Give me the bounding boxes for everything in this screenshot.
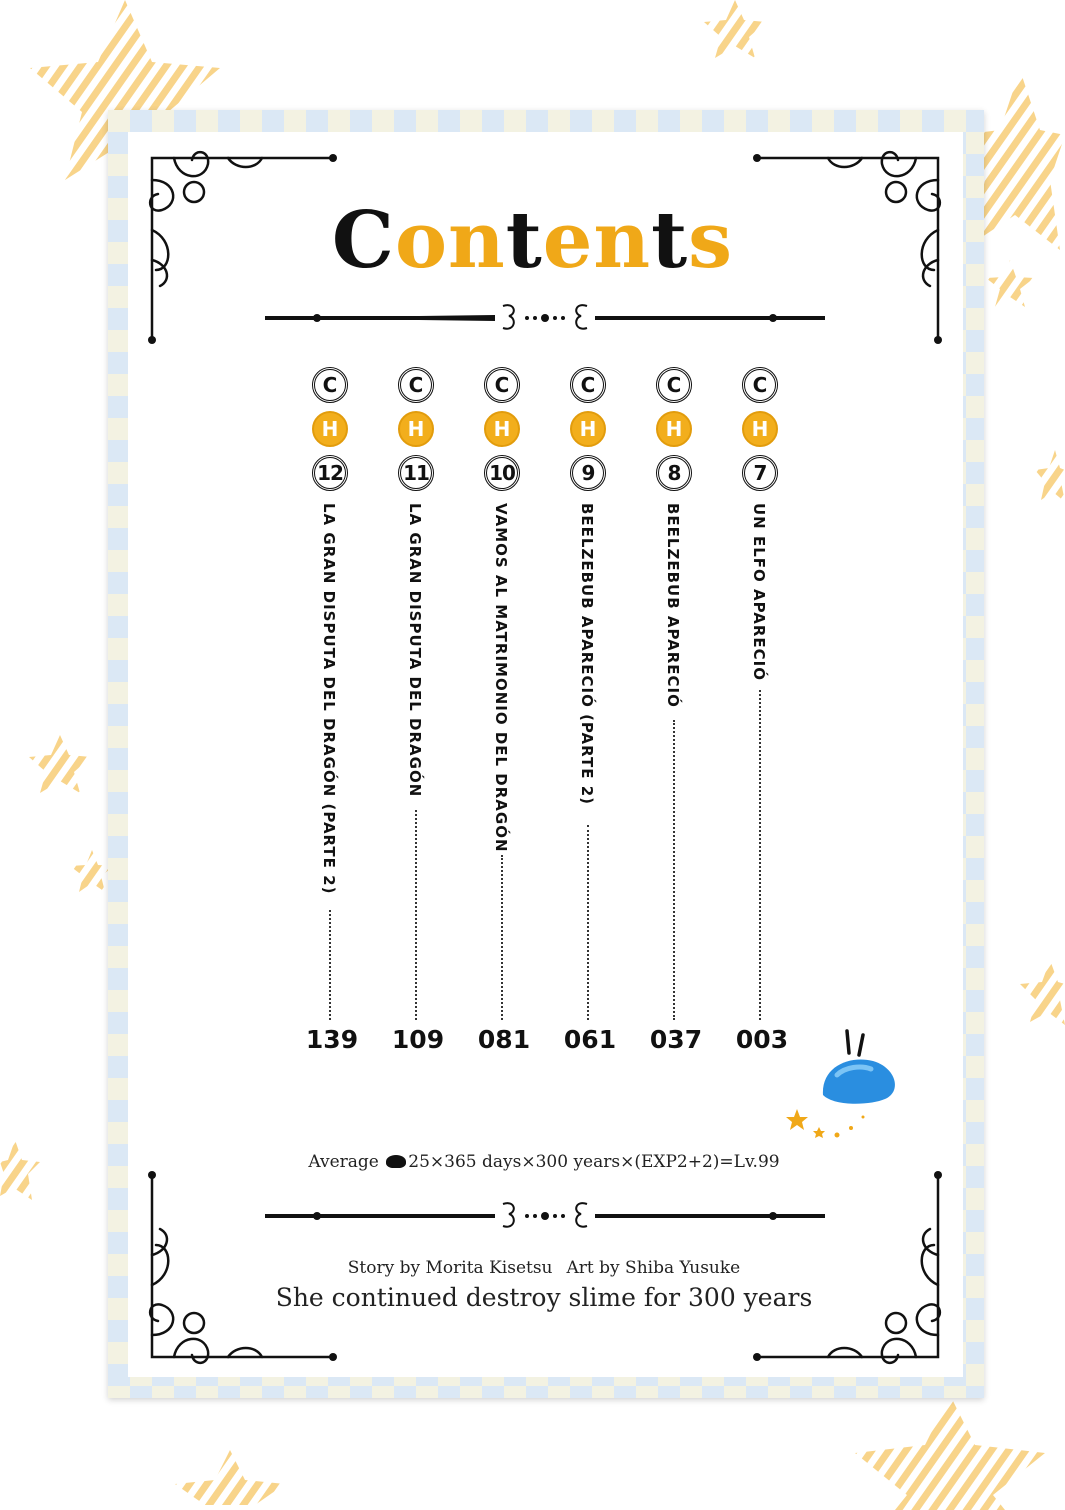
story-credit: Story by Morita Kisetsu bbox=[347, 1258, 553, 1278]
chapter-title: VAMOS AL MATRIMONIO DEL DRAGÓN bbox=[492, 503, 510, 853]
chapter-number-badge: 10 bbox=[484, 455, 520, 491]
chapter-page-number: 061 bbox=[563, 1025, 617, 1054]
page-title bbox=[0, 195, 1065, 286]
leader-dots bbox=[329, 910, 331, 1020]
chapter-entry[interactable] bbox=[302, 365, 362, 1065]
title-part-1: C bbox=[331, 195, 395, 286]
title-divider bbox=[265, 298, 825, 338]
background-star-bottom-left bbox=[0, 1140, 40, 1205]
chapter-title: BEELZEBUB APARECIÓ bbox=[664, 503, 682, 708]
chapter-page-number: 139 bbox=[305, 1025, 359, 1054]
chapter-c-badge: C bbox=[656, 367, 692, 403]
title-part-2: on bbox=[395, 195, 506, 286]
background-star-bottom-left-2 bbox=[175, 1450, 285, 1510]
title-part-3: t bbox=[505, 195, 543, 286]
chapter-c-badge: C bbox=[312, 367, 348, 403]
chapter-number-badge: 9 bbox=[570, 455, 606, 491]
slime-silhouette-icon bbox=[386, 1155, 406, 1168]
leader-dots bbox=[759, 690, 761, 1020]
chapter-c-badge: C bbox=[484, 367, 520, 403]
leader-dots bbox=[415, 810, 417, 1020]
bottom-divider bbox=[265, 1196, 825, 1236]
chapter-c-badge: C bbox=[570, 367, 606, 403]
chapter-number-badge: 8 bbox=[656, 455, 692, 491]
leader-dots bbox=[501, 855, 503, 1020]
chapter-title: LA GRAN DISPUTA DEL DRAGÓN bbox=[406, 503, 424, 798]
chapter-h-badge: H bbox=[312, 411, 348, 447]
chapter-entry[interactable] bbox=[732, 365, 792, 1065]
chapter-entry[interactable] bbox=[388, 365, 448, 1065]
chapter-page-number: 037 bbox=[649, 1025, 703, 1054]
title-part-5: t bbox=[651, 195, 689, 286]
chapter-c-badge: C bbox=[398, 367, 434, 403]
chapter-title: LA GRAN DISPUTA DEL DRAGÓN (PARTE 2) bbox=[320, 503, 338, 895]
chapter-entry[interactable] bbox=[646, 365, 706, 1065]
chapter-h-badge: H bbox=[398, 411, 434, 447]
formula-prefix: Average bbox=[308, 1152, 379, 1172]
slime-mascot bbox=[785, 1025, 905, 1145]
chapter-entry[interactable] bbox=[560, 365, 620, 1065]
background-star-right-mid bbox=[1035, 450, 1065, 505]
formula-expression: 25×365 days×300 years×(EXP2+2)=Lv.99 bbox=[408, 1152, 780, 1172]
chapter-page-number: 081 bbox=[477, 1025, 531, 1054]
leader-dots bbox=[673, 720, 675, 1020]
chapter-number-badge: 12 bbox=[312, 455, 348, 491]
series-subtitle: She continued destroy slime for 300 years bbox=[275, 1283, 813, 1312]
chapter-title: UN ELFO APARECIÓ bbox=[750, 503, 768, 681]
leader-dots bbox=[587, 825, 589, 1020]
level-formula bbox=[0, 1152, 1065, 1172]
chapter-number-badge: 7 bbox=[742, 455, 778, 491]
chapter-page-number: 109 bbox=[391, 1025, 445, 1054]
title-part-6: s bbox=[688, 195, 734, 286]
chapter-h-badge: H bbox=[484, 411, 520, 447]
chapter-number-badge: 11 bbox=[398, 455, 434, 491]
chapter-h-badge: H bbox=[570, 411, 606, 447]
background-star-top-right-small bbox=[700, 0, 770, 60]
chapter-h-badge: H bbox=[742, 411, 778, 447]
art-credit: Art by Shiba Yusuke bbox=[566, 1258, 741, 1278]
title-part-4: en bbox=[542, 195, 652, 286]
background-star-right-lower bbox=[1020, 960, 1065, 1030]
chapter-h-badge: H bbox=[656, 411, 692, 447]
credits bbox=[0, 1258, 1065, 1278]
chapter-c-badge: C bbox=[742, 367, 778, 403]
chapter-title: BEELZEBUB APARECIÓ (PARTE 2) bbox=[578, 503, 596, 806]
chapter-page-number: 003 bbox=[735, 1025, 789, 1054]
chapter-entry[interactable] bbox=[474, 365, 534, 1065]
background-star-bottom-right bbox=[855, 1395, 1045, 1510]
background-star-left-middle bbox=[25, 735, 95, 795]
